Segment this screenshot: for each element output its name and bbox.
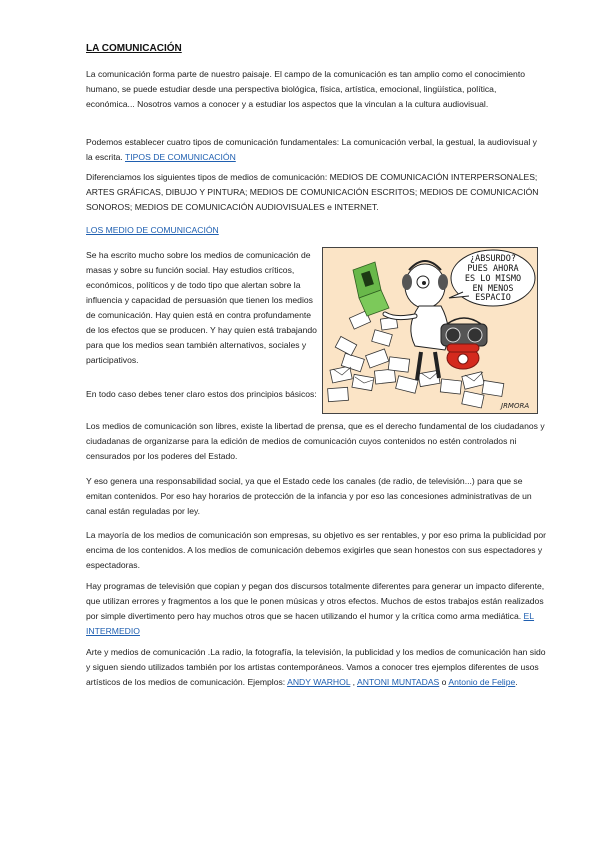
link-antoni-muntadas[interactable]: ANTONI MUNTADAS bbox=[357, 677, 440, 687]
paragraph-principles: En todo caso debes tener claro estos dos principios básicos: bbox=[86, 389, 317, 399]
bubble-line-2: PUES AHORA bbox=[467, 264, 519, 274]
bubble-line-5: ESPACIO bbox=[475, 293, 511, 303]
cartoon-signature: JRMORA bbox=[501, 402, 530, 410]
link-el-intermedio[interactable]: EL INTERMEDIO bbox=[86, 611, 535, 636]
link-medio-comunicacion[interactable]: LOS MEDIO DE COMUNICACIÓN bbox=[86, 225, 219, 235]
bubble-line-1: ¿ABSURDO? bbox=[469, 254, 517, 264]
red-phone bbox=[447, 344, 479, 369]
green-box bbox=[353, 262, 389, 316]
separator-1: , bbox=[350, 677, 357, 687]
cartoon-drawing bbox=[323, 248, 537, 413]
bubble-line-4: EN MENOS bbox=[472, 284, 514, 294]
link-antonio-de-felipe[interactable]: Antonio de Felipe bbox=[448, 677, 516, 687]
separator-2: o bbox=[439, 677, 449, 687]
page-title: LA COMUNICACIÓN bbox=[86, 43, 182, 54]
paragraph-art-media bbox=[86, 645, 546, 690]
paragraph-television-text: Hay programas de televisión que copian y pegan dos discursos totalmente diferentes para generar un impacto diferente, que utilizan errores y fragmentos a los que le ponen músicas y otros efectos. Muchos de estos trabajos están realizados por simple divertimento pero hay muchos otros que se hacen utilizando el humor y la crítica como arma mediática. bbox=[86, 581, 545, 621]
radio bbox=[441, 318, 487, 346]
cartoon-illustration bbox=[322, 247, 538, 414]
paragraph-companies: La mayoría de los medios de comunicación son empresas, su objetivo es ser rentables, y por eso prima la publicidad por encima de los contenidos. A los medios de comunicación debemos exigirles que sean honestos con sus espectadores y espectadoras. bbox=[86, 530, 547, 570]
paragraph-responsibility: Y eso genera una responsabilidad social, ya que el Estado cede los canales (de radio, de televisión...) para que se emitan contenidos. Por eso hay horarios de protección de la infancia y por eso las concesiones administrativas de un canal están reguladas por ley. bbox=[86, 476, 532, 516]
paragraph-end: . bbox=[515, 677, 518, 687]
paragraph-types bbox=[86, 135, 546, 165]
paragraph-types-text: Podemos establecer cuatro tipos de comunicación fundamentales: La comunicación verbal, la gestual, la audiovisual y la escrita. bbox=[86, 137, 537, 162]
bubble-line-3: ES LO MISMO bbox=[464, 274, 522, 284]
paragraph-media-studies: Se ha escrito mucho sobre los medios de comunicación de masas y sobre su función social. Hay estudios críticos, económicos, políticos y de todo tipo que alertan sobre la influencia y capacidad de persuasión que tienen los medios de comunicación. Hay quien está en contra profundamente de los efectos que se producen. Y hay quien está trabajando para que los medios sean también alternativos, sociales y participativos. bbox=[86, 250, 317, 365]
link-tipos-comunicacion[interactable]: TIPOS DE COMUNICACIÓN bbox=[125, 152, 236, 162]
link-andy-warhol[interactable]: ANDY WARHOL bbox=[287, 677, 351, 687]
paragraph-freedom: Los medios de comunicación son libres, existe la libertad de prensa, que es el derecho fundamental de los ciudadanos y ciudadanas de organizarse para la edición de medios de comunicación cuyos contenidos no estén controlados ni censurados por los poderes del Estado. bbox=[86, 421, 545, 461]
paragraph-art-media-text: Arte y medios de comunicación .La radio, la fotografía, la televisión, la publicidad y los medios de comunicación han sido y siguen siendo utilizados también por los artistas contemporáneos. Vamos a conocer tres ejemplos diferentes de usos artísticos de los medios de comunicación. Ejemplos: bbox=[86, 647, 546, 687]
paragraph-media-list: Diferenciamos los siguientes tipos de medios de comunicación: MEDIOS DE COMUNICACIÓN INTERPERSONALES; ARTES GRÁFICAS, DIBUJO Y PINTURA; MEDIOS DE COMUNICACIÓN ESCRITOS; MEDIOS DE COMUNICACIÓN SONOROS; MEDIOS DE COMUNICACIÓN AUDIOVISUALES e INTERNET. bbox=[86, 172, 539, 212]
paragraph-intro: La comunicación forma parte de nuestro paisaje. El campo de la comunicación es tan amplio como el conocimiento humano, se puede estudiar desde una perspectiva biológica, física, artística, emocional, lingüística, política, económica... Nosotros vamos a conocer y a estudiar los aspectos que la vinculan a la cultura audiovisual. bbox=[86, 69, 525, 109]
paragraph-television bbox=[86, 579, 546, 639]
